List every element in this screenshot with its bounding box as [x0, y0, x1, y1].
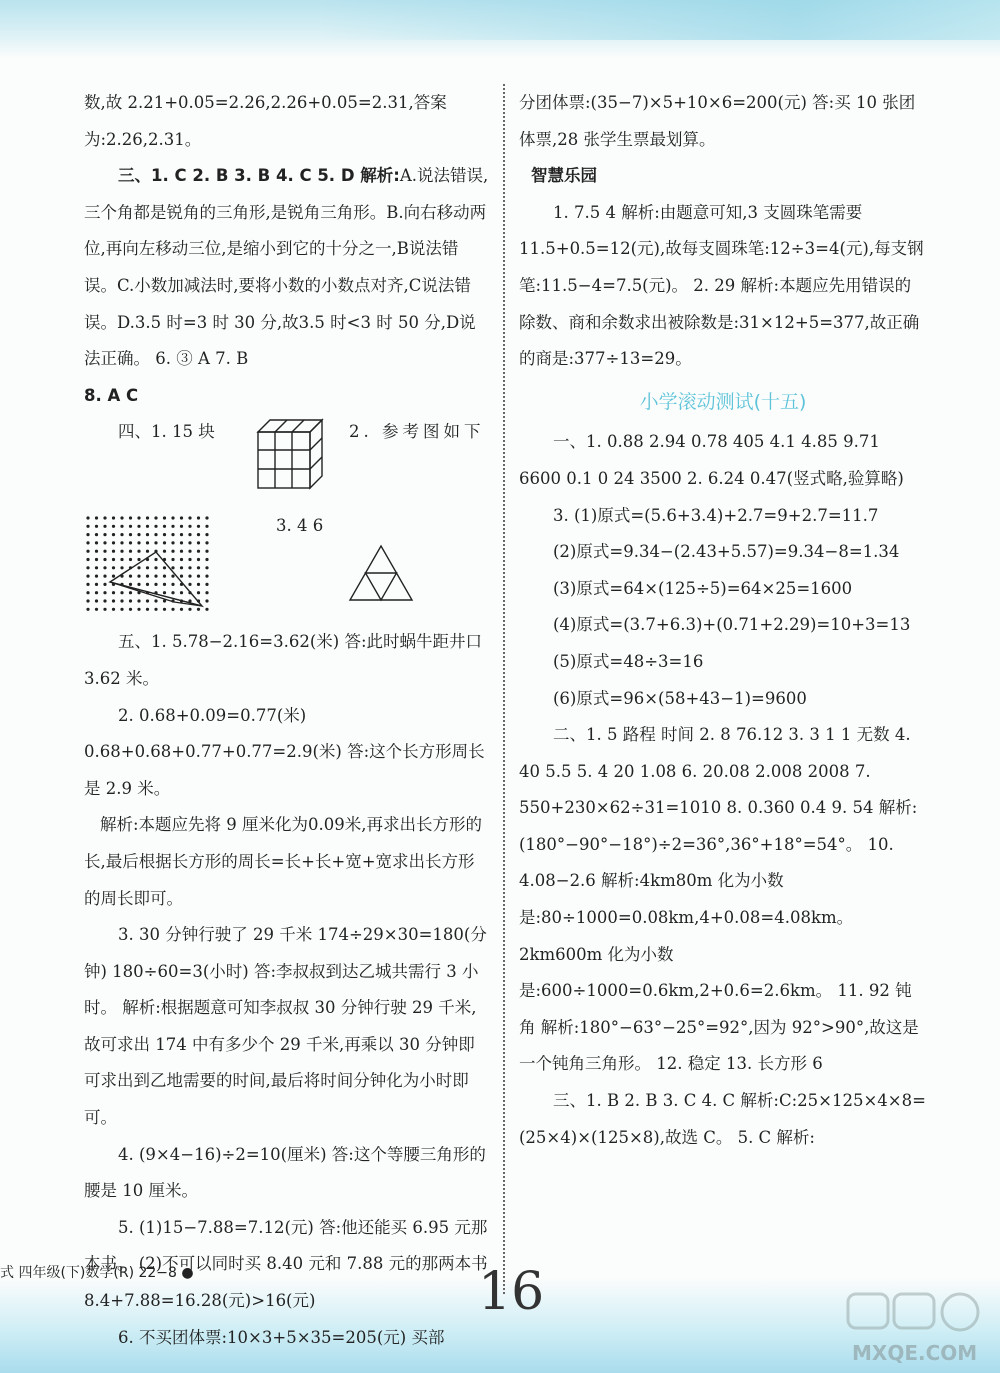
grid-dot — [95, 608, 98, 611]
grid-dot — [188, 567, 191, 570]
grid-dot — [188, 608, 191, 611]
grid-dot — [205, 600, 208, 603]
grid-dot — [188, 517, 191, 520]
grid-dot — [103, 533, 106, 536]
section-san-8: 8. A C — [84, 385, 139, 405]
grid-dot — [120, 558, 123, 561]
grid-dot — [95, 558, 98, 561]
grid-dot — [120, 591, 123, 594]
yi-3-4: (4)原式=(3.7+6.3)+(0.71+2.29)=10+3=13 — [553, 615, 911, 635]
yi-3-6: (6)原式=96×(58+43−1)=9600 — [553, 688, 807, 708]
watermark-logo — [842, 1288, 992, 1368]
grid-dot — [154, 517, 157, 520]
wu-1: 五、1. 5.78−2.16=3.62(米) 答:此时蜗牛距井口 3.62 米。 — [84, 632, 483, 688]
grid-dot — [86, 542, 89, 545]
grid-dot — [146, 533, 149, 536]
grid-dot — [205, 591, 208, 594]
grid-dot — [86, 567, 89, 570]
grid-dot — [95, 525, 98, 528]
grid-dot — [95, 542, 98, 545]
grid-dot — [171, 517, 174, 520]
grid-dot — [86, 600, 89, 603]
grid-dot — [197, 525, 200, 528]
grid-dot — [171, 558, 174, 561]
grid-dot — [120, 550, 123, 553]
wu-3: 3. 30 分钟行驶了 29 千米 174÷29×30=180(分钟) 180÷60=3(小时) 答:李叔叔到达乙城共需行 3 小时。 解析:根据题意可知李叔叔 30 分钟行驶 29 千米,故可求出 174 中有多少个 29 千米,再乘以 30 分钟即可求出到乙地需要的时间,最后将时间分钟化为小时即可。 — [84, 925, 487, 1128]
grid-dot — [180, 533, 183, 536]
section-san-answers — [84, 158, 490, 378]
grid-dot — [129, 533, 132, 536]
grid-dot — [103, 550, 106, 553]
wu-4: 4. (9×4−16)÷2=10(厘米) 答:这个等腰三角形的腰是 10 厘米。 — [84, 1144, 486, 1201]
grid-dot — [197, 591, 200, 594]
grid-dot — [154, 533, 157, 536]
grid-dot — [112, 550, 115, 553]
grid-dot — [205, 583, 208, 586]
grid-dot — [171, 567, 174, 570]
section-san-label: 三、1. C 2. B 3. B 4. C 5. D 解析: — [118, 166, 400, 186]
grid-dot — [86, 550, 89, 553]
grid-dot — [180, 575, 183, 578]
yi-3-1: 3. (1)原式=(5.6+3.4)+2.7=9+2.7=11.7 — [553, 505, 879, 525]
wu-6: 6. 不买团体票:10×3+5×35=205(元) 买部 — [118, 1327, 445, 1347]
grid-dot — [180, 517, 183, 520]
grid-dot — [205, 608, 208, 611]
grid-dot — [180, 558, 183, 561]
grid-dot — [171, 533, 174, 536]
grid-dot — [137, 608, 140, 611]
grid-dot — [129, 558, 132, 561]
grid-dot — [180, 525, 183, 528]
grid-dot — [137, 567, 140, 570]
grid-dot — [112, 591, 115, 594]
grid-dot — [95, 600, 98, 603]
grid-dot — [154, 575, 157, 578]
grid-dot — [112, 525, 115, 528]
grid-dot — [112, 567, 115, 570]
cube-stack-figure — [248, 414, 328, 494]
grid-dot — [163, 525, 166, 528]
grid-dot — [171, 608, 174, 611]
grid-dot — [112, 558, 115, 561]
grid-dot — [197, 583, 200, 586]
grid-dot — [86, 583, 89, 586]
grid-dot — [137, 542, 140, 545]
right-column — [519, 85, 927, 1156]
grid-dot — [137, 575, 140, 578]
grid-dot — [120, 608, 123, 611]
grid-dot — [120, 542, 123, 545]
grid-dot — [95, 583, 98, 586]
grid-dot — [129, 550, 132, 553]
grid-dot — [205, 567, 208, 570]
grid-dot — [112, 517, 115, 520]
grid-dot — [163, 575, 166, 578]
grid-dot — [146, 608, 149, 611]
grid-dot — [86, 591, 89, 594]
grid-dot — [205, 550, 208, 553]
grid-dot — [120, 600, 123, 603]
grid-dot — [112, 533, 115, 536]
figures-block — [84, 414, 490, 624]
si-1-label: 四、1. 15 块 — [118, 422, 215, 442]
grid-dot — [95, 550, 98, 553]
grid-dot — [180, 591, 183, 594]
grid-dot — [154, 583, 157, 586]
grid-dot — [103, 542, 106, 545]
page-footer: 式 四年级(下)数学(R) 22−8 ● — [0, 1265, 194, 1281]
grid-dot — [137, 558, 140, 561]
grid-dot — [137, 600, 140, 603]
handwritten-page-number: 16 — [478, 1262, 545, 1322]
yi-3-5: (5)原式=48÷3=16 — [553, 651, 704, 671]
grid-dot — [120, 567, 123, 570]
wu-5: 5. (1)15−7.88=7.12(元) 答:他还能买 6.95 元那本书。 (2)不可以同时买 8.40 元和 7.88 元的那两本书 8.4+7.88=16.28(元)>16(元) — [84, 1217, 488, 1311]
grid-dot — [188, 558, 191, 561]
grid-dot — [95, 575, 98, 578]
grid-dot — [86, 608, 89, 611]
answer-para: 数,故 2.21+0.05=2.26,2.26+0.05=2.31,答案为:2.26,2.31。 — [84, 93, 447, 149]
grid-dot — [129, 517, 132, 520]
grid-dot — [197, 533, 200, 536]
right-para-1: 分团体票:(35−7)×5+10×6=200(元) 答:买 10 张团体票,28 张学生票最划算。 — [519, 93, 916, 149]
grid-dot — [112, 542, 115, 545]
grid-dot — [146, 525, 149, 528]
grid-dot — [154, 558, 157, 561]
grid-dot — [129, 591, 132, 594]
grid-dot — [197, 517, 200, 520]
zhihui-answers: 1. 7.5 4 解析:由题意可知,3 支圆珠笔需要11.5+0.5=12(元),故每支圆珠笔:12÷3=4(元),每支钢笔:11.5−4=7.5(元)。 2. 29 解析:本题应先用错误的除数、商和余数求出被除数是:31×12+5=377,故正确的商是:377÷13=29。 — [519, 202, 924, 369]
grid-dot — [86, 575, 89, 578]
grid-dot — [146, 550, 149, 553]
grid-dot — [129, 583, 132, 586]
grid-dot — [120, 517, 123, 520]
grid-dot — [95, 591, 98, 594]
grid-dot — [154, 600, 157, 603]
grid-dot — [146, 575, 149, 578]
grid-dot — [197, 608, 200, 611]
grid-dot — [129, 575, 132, 578]
grid-dot — [154, 525, 157, 528]
grid-dot — [171, 550, 174, 553]
grid-dot — [112, 600, 115, 603]
grid-dot — [197, 567, 200, 570]
grid-dot — [197, 542, 200, 545]
grid-dot — [197, 550, 200, 553]
yi-1: 一、1. 0.88 2.94 0.78 405 4.1 4.85 9.71 6600 0.1 0 24 3500 2. 6.24 0.47(竖式略,验算略) — [519, 432, 904, 488]
grid-dot — [188, 533, 191, 536]
grid-dot — [163, 583, 166, 586]
grid-dot — [137, 533, 140, 536]
si-2-label: 2. 参考图如下 — [349, 422, 485, 442]
er-answers: 二、1. 5 路程 时间 2. 8 76.12 3. 3 1 1 无数 4. 40 5.5 5. 4 20 1.08 6. 20.08 2.008 2008 7. 550+230×62÷31=1010 8. 0.360 0.4 9. 54 解析:(180°−90°−18°)÷2=36°,36°+18°=54°。 10. 4.08−2.6 解析:4km80m 化为小数是:80÷1000=0.08km,4+0.08=4.08km。2km600m 化为小数是:600÷1000=0.6km,2+0.6=2.6km。 11. 92 钝角 解析:180°−63°−25°=92°,因为 92°>90°,故这是一个钝角三角形。 12. 稳定 13. 长方形 6 — [519, 725, 919, 1074]
grid-dot — [129, 608, 132, 611]
grid-dot — [163, 542, 166, 545]
grid-dot — [146, 542, 149, 545]
grid-dot — [171, 542, 174, 545]
grid-dot — [103, 608, 106, 611]
divided-triangle-figure — [346, 542, 416, 604]
grid-dot — [86, 558, 89, 561]
grid-dot — [205, 533, 208, 536]
grid-dot — [95, 533, 98, 536]
section-title: 小学滚动测试(十五) — [639, 390, 807, 413]
grid-dot — [120, 525, 123, 528]
grid-dot — [163, 550, 166, 553]
grid-dot — [129, 600, 132, 603]
grid-dot — [112, 575, 115, 578]
grid-dot — [180, 550, 183, 553]
grid-dot — [86, 533, 89, 536]
grid-dot — [205, 525, 208, 528]
grid-dot — [163, 517, 166, 520]
yi-3-3: (3)原式=64×(125÷5)=64×25=1600 — [553, 578, 853, 598]
column-divider — [503, 84, 505, 1294]
grid-dot — [180, 608, 183, 611]
grid-dot — [103, 567, 106, 570]
grid-dot — [95, 567, 98, 570]
grid-dot — [146, 583, 149, 586]
grid-dot — [129, 542, 132, 545]
grid-dot — [154, 608, 157, 611]
grid-dot — [120, 533, 123, 536]
grid-dot — [95, 517, 98, 520]
wu-2-analysis: 解析:本题应先将 9 厘米化为0.09米,再求出长方形的长,最后根据长方形的周长=长+长+宽+宽求出长方形的周长即可。 — [84, 815, 483, 908]
grid-dot — [86, 525, 89, 528]
svg-text:MXQE.COM: MXQE.COM — [852, 1341, 978, 1365]
grid-dot — [137, 525, 140, 528]
grid-dot — [205, 558, 208, 561]
grid-dot — [188, 575, 191, 578]
grid-dot — [188, 550, 191, 553]
grid-dot — [137, 583, 140, 586]
grid-dot — [171, 575, 174, 578]
grid-dot — [103, 517, 106, 520]
grid-dot — [103, 591, 106, 594]
wu-2: 2. 0.68+0.09=0.77(米) 0.68+0.68+0.77+0.77=2.9(米) 答:这个长方形周长是 2.9 米。 — [84, 705, 485, 798]
grid-dot — [129, 525, 132, 528]
grid-dot — [205, 542, 208, 545]
grid-dot — [188, 583, 191, 586]
zhihui-heading: 智慧乐园 — [531, 166, 597, 186]
grid-dot — [188, 542, 191, 545]
grid-dot — [171, 525, 174, 528]
grid-dot — [103, 575, 106, 578]
top-decorative-band — [0, 0, 1000, 58]
grid-dot — [205, 575, 208, 578]
grid-dot — [103, 583, 106, 586]
grid-dot — [103, 600, 106, 603]
grid-dot — [197, 558, 200, 561]
grid-dot — [180, 542, 183, 545]
grid-dot — [146, 567, 149, 570]
grid-dot — [112, 608, 115, 611]
grid-dot — [163, 567, 166, 570]
grid-dot — [197, 575, 200, 578]
grid-dot — [180, 567, 183, 570]
grid-dot — [103, 525, 106, 528]
grid-dot — [163, 591, 166, 594]
grid-dot — [146, 600, 149, 603]
grid-dot — [171, 583, 174, 586]
grid-dot — [163, 533, 166, 536]
grid-dot — [163, 608, 166, 611]
grid-dot — [205, 517, 208, 520]
grid-dot — [171, 591, 174, 594]
grid-dot — [103, 558, 106, 561]
grid-dot — [146, 517, 149, 520]
yi-3-2: (2)原式=9.34−(2.43+5.57)=9.34−8=1.34 — [553, 542, 900, 562]
san-answers-right: 三、1. B 2. B 3. C 4. C 解析:C:25×125×4×8=(25×4)×(125×8),故选 C。 5. C 解析: — [519, 1091, 926, 1147]
grid-dot — [154, 542, 157, 545]
grid-dot — [86, 517, 89, 520]
grid-dot — [188, 525, 191, 528]
si-3-label: 3. 4 6 — [276, 516, 324, 536]
grid-dot — [137, 550, 140, 553]
left-column — [84, 85, 490, 1356]
section-san-text: A.说法错误,三个角都是锐角的三角形,是锐角三角形。B.向右移动两位,再向左移动三位,是缩小到它的十分之一,B说法错误。C.小数加减法时,要将小数的小数点对齐,C说法错误。D.3.5 时=3 时 30 分,故3.5 时<3 时 50 分,D说法正确。 6. ③ A 7. B — [84, 166, 489, 369]
grid-dot — [137, 517, 140, 520]
dot-grid-triangle-figure — [84, 514, 214, 614]
grid-dot — [154, 567, 157, 570]
